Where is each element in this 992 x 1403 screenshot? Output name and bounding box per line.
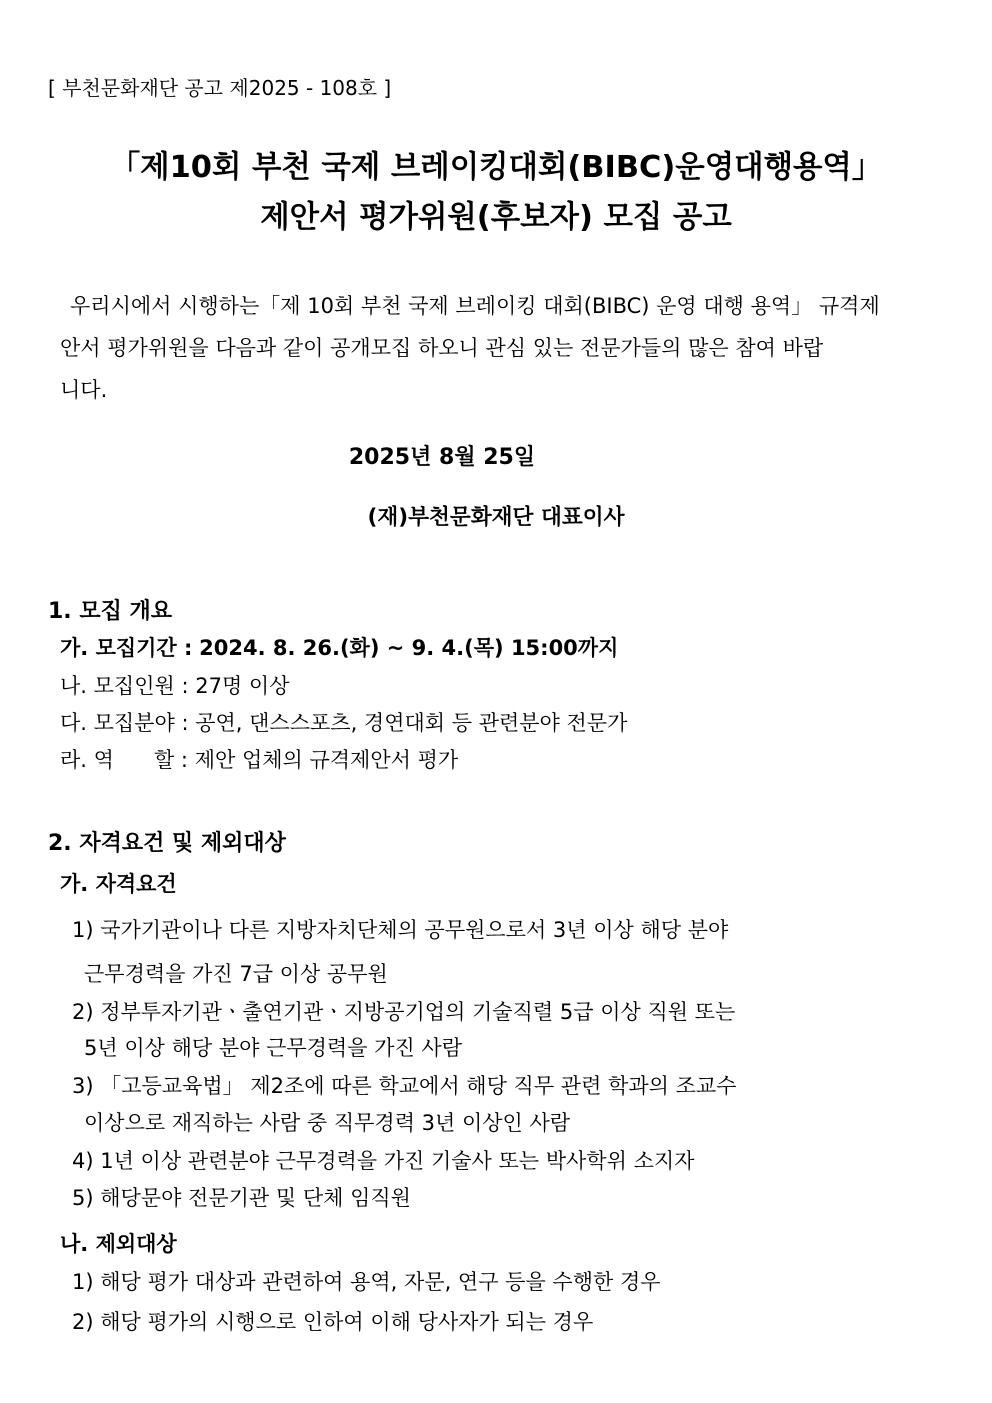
- title-line-1: 「제10회 부천 국제 브레이킹대회(BIBC)운영대행용역」: [109, 150, 883, 185]
- qualification-item-1-line-1: 1) 국가기관이나 다른 지방자치단체의 공무원으로서 3년 이상 해당 분야: [72, 918, 729, 942]
- overview-value: 2024. 8. 26.(화) ~ 9. 4.(목) 15:00까지: [199, 636, 619, 660]
- notice-date: 2025년 8월 25일: [348, 445, 536, 470]
- intro-line-2: 안서 평가위원을 다음과 같이 공개모집 하오니 관심 있는 전문가들의 많은 참여 바랍: [60, 336, 824, 360]
- exclusion-item-1: 1) 해당 평가 대상과 관련하여 용역, 자문, 연구 등을 수행한 경우: [72, 1270, 661, 1294]
- organization-signature: (재)부천문화재단 대표이사: [367, 505, 625, 530]
- overview-label: 가. 모집기간 :: [60, 636, 193, 660]
- overview-label: 나. 모집인원 :: [60, 674, 189, 698]
- overview-item-field: [60, 707, 627, 737]
- title-line-2: 제안서 평가위원(후보자) 모집 공고: [260, 200, 732, 235]
- intro-line-1: 우리시에서 시행하는「제 10회 부천 국제 브레이킹 대회(BIBC) 운영 대행 용역」 규격제: [70, 294, 880, 318]
- qualification-item-3-line-2: 이상으로 재직하는 사람 중 직무경력 3년 이상인 사람: [84, 1111, 571, 1135]
- qualification-item-2-line-1: 2) 정부투자기관ㆍ출연기관ㆍ지방공기업의 기술직렬 5급 이상 직원 또는: [72, 1000, 736, 1024]
- notice-number: [ 부천문화재단 공고 제2025 - 108호 ]: [48, 76, 392, 100]
- overview-value: 제안 업체의 규격제안서 평가: [194, 748, 459, 772]
- overview-value: 공연, 댄스스포츠, 경연대회 등 관련분야 전문가: [195, 711, 628, 735]
- exclusions-heading: 나. 제외대상: [60, 1232, 177, 1256]
- overview-item-headcount: [60, 670, 289, 700]
- qualification-item-3-line-1: 3) 「고등교육법」 제2조에 따른 학교에서 해당 직무 관련 학과의 조교수: [72, 1074, 737, 1098]
- qualification-item-2-line-2: 5년 이상 해당 분야 근무경력을 가진 사람: [84, 1036, 462, 1060]
- overview-item-period: [60, 632, 618, 662]
- qualification-item-4: 4) 1년 이상 관련분야 근무경력을 가진 기술사 또는 박사학위 소지자: [72, 1149, 695, 1173]
- qualification-item-5: 5) 해당문야 전문기관 및 단체 임직원: [72, 1186, 411, 1210]
- exclusion-item-2: 2) 해당 평가의 시행으로 인하여 이해 당사자가 되는 경우: [72, 1310, 594, 1334]
- overview-value: 27명 이상: [195, 674, 290, 698]
- qualification-item-1-line-2: 근무경력을 가진 7급 이상 공무원: [84, 962, 388, 986]
- qualifications-heading: 가. 자격요건: [60, 872, 177, 896]
- overview-label: 다. 모집분야 :: [60, 711, 189, 735]
- overview-item-role: [60, 744, 458, 774]
- intro-line-3: 니다.: [60, 378, 108, 402]
- overview-label: 라. 역 할 :: [60, 748, 189, 772]
- section-2-heading: 2. 자격요건 및 제외대상: [48, 831, 286, 856]
- section-1-heading: 1. 모집 개요: [48, 599, 172, 624]
